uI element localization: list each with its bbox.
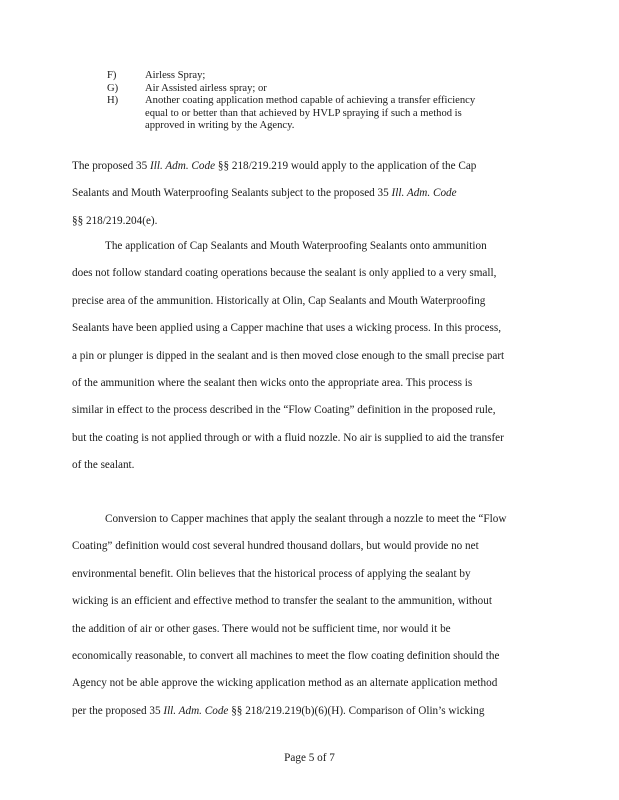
capper-wicking-paragraph: [72, 233, 550, 480]
paragraph-line: the addition of air or other gases. There would not be sufficient time, nor would it be: [72, 622, 451, 635]
paragraph-line: [72, 698, 550, 725]
list-line: approved in writing by the Agency.: [145, 120, 295, 132]
text-run: per the proposed 35: [72, 704, 164, 717]
paragraph-line: precise area of the ammunition. Historically at Olin, Cap Sealants and Mouth Waterproofing: [72, 294, 486, 307]
paragraph-line: does not follow standard coating operations because the sealant is only applied to a very small,: [72, 267, 497, 280]
paragraph-line: [72, 180, 550, 207]
coating-methods-list: [107, 70, 547, 133]
list-line: Airless Spray;: [145, 70, 206, 81]
paragraph-line: Coating” definition would cost several hundred thousand dollars, but would provide no net: [72, 540, 479, 553]
paragraph-line: economically reasonable, to convert all machines to meet the flow coating definition should the: [72, 650, 500, 663]
paragraph-line: §§ 218/219.204(e).: [72, 214, 158, 227]
paragraph-line: [72, 153, 550, 180]
text-run: The proposed 35: [72, 160, 150, 172]
paragraph-line: Conversion to Capper machines that apply the sealant through a nozzle to meet the “Flow: [105, 513, 507, 525]
citation: Ill. Adm. Code: [163, 704, 229, 717]
conversion-cost-paragraph: [72, 506, 550, 725]
list-text: [145, 70, 547, 83]
paragraph-line: Sealants have been applied using a Capper machine that uses a wicking process. In this process,: [72, 322, 502, 335]
text-run: §§ 218/219.219 would apply to the application of the Cap: [215, 160, 477, 172]
list-item-h: [107, 95, 547, 133]
paragraph-line: environmental benefit. Olin believes that the historical process of applying the sealant by: [72, 567, 471, 580]
list-line: Another coating application method capable of achieving a transfer efficiency: [145, 95, 476, 107]
paragraph-line: similar in effect to the process described in the “Flow Coating” definition in the proposed rule,: [72, 404, 496, 417]
list-marker: H): [107, 95, 119, 107]
citation: Ill. Adm. Code: [150, 160, 216, 172]
paragraph-line: a pin or plunger is dipped in the sealant and is then moved close enough to the small precise part: [72, 349, 505, 362]
list-item-g: [107, 83, 547, 96]
paragraph-line: but the coating is not applied through or with a fluid nozzle. No air is supplied to aid the transfer: [72, 431, 504, 444]
citation: Ill. Adm. Code: [391, 187, 457, 200]
paragraph-line: of the sealant.: [72, 459, 135, 472]
paragraph-line: of the ammunition where the sealant then wicks onto the appropriate area. This process is: [72, 377, 473, 390]
list-line: Air Assisted airless spray; or: [145, 82, 267, 94]
list-text: [145, 95, 547, 133]
paragraph-line: wicking is an efficient and effective method to transfer the sealant to the ammunition, without: [72, 595, 492, 608]
paragraph-line: Agency not be able approve the wicking application method as an alternate application method: [72, 677, 498, 690]
list-line: equal to or better than that achieved by HVLP spraying if such a method is: [145, 107, 462, 119]
list-item-f: [107, 70, 547, 83]
paragraph-line: The application of Cap Sealants and Mouth Waterproofing Sealants onto ammunition: [105, 240, 487, 252]
text-run: §§ 218/219.219(b)(6)(H). Comparison of Olin’s wicking: [228, 704, 485, 717]
intro-paragraph: [72, 153, 550, 235]
list-text: [145, 83, 547, 96]
list-marker: G): [107, 82, 119, 94]
page-number: Page 5 of 7: [284, 752, 335, 764]
list-marker: F): [107, 70, 117, 81]
text-run: Sealants and Mouth Waterproofing Sealants subject to the proposed 35: [72, 187, 392, 200]
